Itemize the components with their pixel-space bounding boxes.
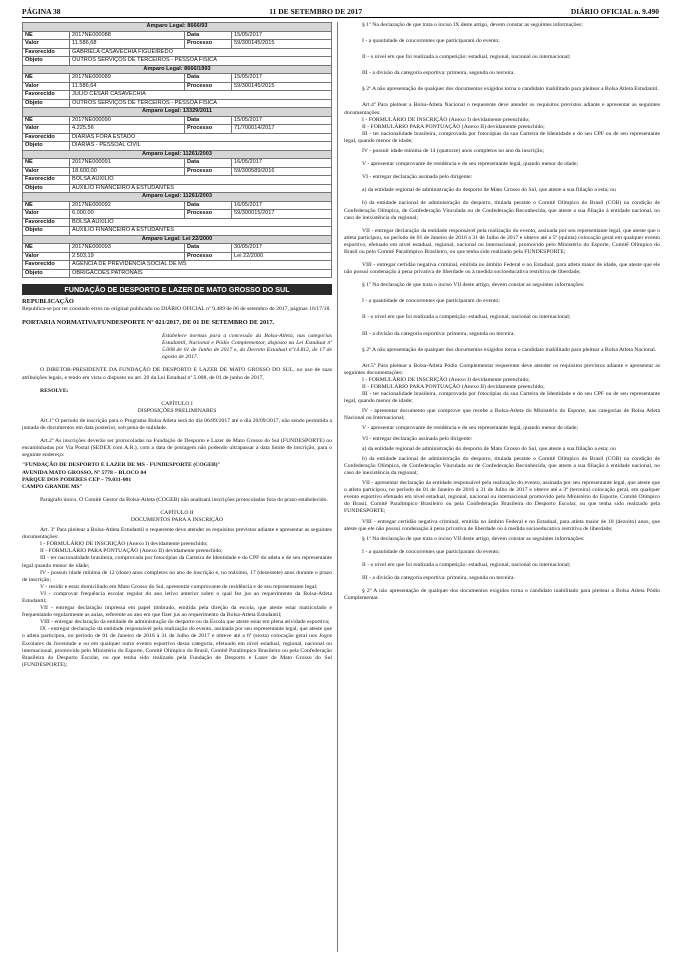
art5-par1-item-i: I - a quantidade de concorrentes que participaram do evento; — [362, 548, 500, 555]
objeto-row — [23, 57, 332, 66]
art3-item-iii: III - ter nacionalidade brasileira, comprovada por fotocópias da Carteira de Identidade e do CPF do atleta e de seu representante legal quando menor de idade; — [22, 555, 332, 569]
art5-item-vi-b: b) da entidade nacional de administração do desporto, titulada perante o Comitê Olímpico do Brasil (COB) na condição de Confederação Olímpica, de Confederação Vinculada ou de Confederação Reconhecida, que ateste a sua filiação à entidade nacional, no caso de inexistência da regional; — [344, 455, 660, 476]
objeto-label: Objeto — [23, 57, 70, 66]
ne-value: 2017NE000088 — [70, 31, 185, 40]
art4-item-viii: VIII - entregar certidão negativa criminal, emitida no âmbito Federal e no Estadual, para atleta maior de idade, que ateste que ele não possui condenação à pena privativa de liberdade ou à medida socioeducativa restritiva de liberdade; — [344, 262, 660, 276]
art5-item-vi: VI - entregar declaração assinada pelo dirigente: — [362, 435, 473, 442]
data-value: 15/05/2017 — [232, 74, 332, 83]
chapter-1-number: CAPÍTULO I — [161, 400, 193, 407]
data-label: Data — [185, 74, 232, 83]
objeto-value: AUXILIO FINANCEIRO A ESTUDANTES — [70, 227, 332, 236]
column-divider — [337, 22, 338, 952]
art3-item-ii: II - FORMULÁRIO PARA PONTUAÇÃO (Anexo II) devidamente preenchido; — [40, 548, 223, 555]
art5-item-v: V - apresentar comprovante de residência e de seu representante legal, quando menor de idade; — [362, 425, 579, 432]
amparo-legal-row — [23, 23, 332, 32]
right-column — [344, 22, 660, 602]
processo-value: 59/300145/2015 — [232, 40, 332, 49]
objeto-value: OUTROS SERVIÇOS DE TERCEIROS - PESSOA FISICA — [70, 57, 332, 66]
processo-label: Processo — [185, 125, 232, 134]
art4-text: Art.4º Para pleitear a Bolsa-Atleta Nacional o requerente deve atender os requisitos previstos adiante e apresentar as seguintes documentações: — [344, 102, 660, 116]
ne-row — [23, 31, 332, 40]
ne-value: 2017NE000089 — [70, 74, 185, 83]
issue-date: 11 DE SETEMBRO DE 2017 — [269, 6, 363, 16]
art5-par1: § 1º Na declaração de que trata o inciso VII deste artigo, devem constar as seguintes informações: — [362, 535, 585, 542]
favorecido-label: Favorecido — [23, 91, 70, 100]
ne-row — [23, 244, 332, 253]
art3-item-vii: VII - entregar declaração impressa em papel timbrado, emitida pela direção da escola, que ateste estar matriculado e frequentando regularmente as aulas, referente ao ano em que fizer jus ao requerimento da Bolsa-Atleta Estudantil; — [22, 605, 332, 619]
valor-label: Valor — [23, 82, 70, 91]
ne-value: 2017NE000090 — [70, 116, 185, 125]
amparo-legal-row — [23, 65, 332, 74]
processo-label: Processo — [185, 210, 232, 219]
processo-value: Lei 22/2000 — [232, 252, 332, 261]
data-label: Data — [185, 116, 232, 125]
favorecido-label: Favorecido — [23, 261, 70, 270]
amparo-legal: Amparo Legal: 13329/2011 — [23, 108, 332, 117]
favorecido-row — [23, 176, 332, 185]
art3-par1-item-iii: III - a divisão da categoria esportiva: primeira, segunda ou terceira. — [362, 70, 515, 77]
data-label: Data — [185, 159, 232, 168]
amparo-legal-row — [23, 235, 332, 244]
ne-value: 2017NE000093 — [70, 244, 185, 253]
art3-item-vi: VI - comprovar frequência escolar regular do ano letivo anterior sobre o qual fez jus ao requerimento da Bolsa-Atleta Estudantil; — [22, 590, 332, 604]
art4-item-vi-b: b) da entidade nacional de administração do desporto, titulada perante o Comitê Olímpico do Brasil (COB) na condição de Confederação Olímpica, de Confederação Vinculada ou de Confederação Reconhecida, que ateste a sua filiação à entidade nacional, no caso de inexistência da regional; — [344, 200, 660, 221]
favorecido-label: Favorecido — [23, 218, 70, 227]
page-number: PÁGINA 38 — [22, 6, 61, 16]
valor-value: 18.600,00 — [70, 167, 185, 176]
processo-value: 71/700014/2017 — [232, 125, 332, 134]
art4-item-iii: III - ter nacionalidade brasileira, comprovada por fotocópias da sua Carteira de Identidade e do seu CPF ou de seu representante legal, quando menor de idade; — [344, 130, 660, 144]
data-label: Data — [185, 31, 232, 40]
valor-label: Valor — [23, 125, 70, 134]
chapter-2-title: DOCUMENTOS PARA A INSCRIÇÃO — [130, 516, 224, 523]
address-line-3: PARQUE DOS PODERES CEP – 79.031-001 — [22, 476, 132, 483]
amparo-legal: Amparo Legal: 11261/2003 — [23, 150, 332, 159]
art3-par1-item-i: I - a quantidade de concorrentes que participaram do evento; — [362, 38, 500, 45]
art1-text: Art.1º O período de inscrição para o Programa Bolsa Atleta será do dia 06/09/2017 até o dia 20/09/2017, não sendo permitida a juntada de documentos em data posterior, sob pena de nulidade. — [22, 417, 332, 432]
favorecido-label: Favorecido — [23, 133, 70, 142]
portaria-title: PORTARIA NORMATIVA/FUNDESPORTE Nº 021/2017, DE 01 DE SETEMBRO DE 2017. — [22, 319, 275, 327]
ne-label: NE — [23, 201, 70, 210]
objeto-value: OUTROS SERVIÇOS DE TERCEIROS - PESSOA FISICA — [70, 99, 332, 108]
left-column — [22, 22, 332, 669]
objeto-label: Objeto — [23, 99, 70, 108]
processo-label: Processo — [185, 82, 232, 91]
art4-item-vi: VI - entregar declaração assinada pelo dirigente: — [362, 174, 473, 181]
ne-row — [23, 74, 332, 83]
diretor-text: O DIRETOR-PRESIDENTE DA FUNDAÇÃO DE DESPORTO E LAZER DE MATO GROSSO DO SUL, no uso de suas atribuições legais, e tendo em vista o disposto no art. 20 da Lei Estadual nº 5.008, de 01 de junho de 2017, — [22, 367, 332, 381]
objeto-label: Objeto — [23, 227, 70, 236]
ne-row — [23, 201, 332, 210]
art5-item-iii: III - ter nacionalidade brasileira, comprovada por fotocópias da sua Carteira de Identidade e do seu CPF ou de seu representante legal, quando menor de idade; — [344, 391, 660, 405]
art5-item-viii: VIII - entregar certidão negativa criminal, emitida no âmbito Federal e no Estadual, para atleta maior de 18 (dezoito) anos, que ateste que ele não possui condenação à pena privativa de liberdade ou à medida socioeducativa restritiva de liberdade; — [344, 518, 660, 532]
data-value: 15/05/2017 — [232, 31, 332, 40]
favorecido-label: Favorecido — [23, 176, 70, 185]
valor-value: 11.586,68 — [70, 40, 185, 49]
art4-item-iv: IV - possuir idade mínima de 14 (quatorze) anos completos no ano da inscrição; — [362, 148, 545, 155]
valor-label: Valor — [23, 252, 70, 261]
art3-par1-item-ii: II - o nível em que foi realizada a competição: estadual, regional, nacional ou internacional; — [362, 54, 571, 61]
valor-label: Valor — [23, 167, 70, 176]
chapter-2-number: CAPÍTULO II — [160, 509, 194, 516]
art5-item-i: I - FORMULÁRIO DE INSCRIÇÃO (Anexo I) devidamente preenchido; — [362, 376, 530, 383]
valor-value: 4.225,56 — [70, 125, 185, 134]
processo-label: Processo — [185, 40, 232, 49]
favorecido-value: BOLSA AUXILIO — [70, 176, 332, 185]
valor-row — [23, 210, 332, 219]
chapter-1-title: DISPOSIÇÕES PRELIMINARES — [137, 407, 217, 414]
objeto-row — [23, 227, 332, 236]
art5-item-vii: VII - apresentar declaração da entidade responsável pela realização do evento, assinada por seu representante legal, que ateste que o atleta participou, no período de 01 de Janeiro de 2016 a 31 de Julho de 2017 e obteve até a 3ª (terceira) colocação geral, em qualquer evento esportivo efetuado em nível estadual, regional, nacional ou internacional promovido pelo Ministério do Esporte, Comitê Olímpico do Brasil, Comitê Paralímpico Brasileiro ou pela Confederação Brasileira do Desporto Escolar, ou que tenha sido realizado pela FUNDESPORTE; — [344, 480, 660, 515]
amparo-legal-row — [23, 193, 332, 202]
commitment-records-table — [22, 22, 332, 278]
objeto-row — [23, 99, 332, 108]
art4-item-vii: VII - entregar declaração da entidade responsável pela realização do evento, assinada por seu representante legal, que ateste que o atleta participou, no período de 01 de Janeiro de 2016 a 31 de Julho de 2017 e obteve até a 5ª (quinta) colocação geral em qualquer evento esportivo, efetuado em nível estadual, regional, nacional ou internacional, promovido pelo Ministério do Esporte, Comitê Olímpico do Brasil ou pelo Comitê Paralímpico Brasileiro, ou que tenha sido realizado pela FUNDESPORTE; — [344, 227, 660, 255]
amparo-legal: Amparo Legal: 8666/1993 — [23, 65, 332, 74]
amparo-legal: Amparo Legal: 11261/2003 — [23, 193, 332, 202]
valor-value: 11.586,64 — [70, 82, 185, 91]
data-value: 16/05/2017 — [232, 201, 332, 210]
art4-par1-item-ii: II - o nível em que foi realizada a competição: estadual, regional, nacional ou internacional; — [362, 314, 571, 321]
journal-name: DIÁRIO OFICIAL n. 9.490 — [570, 6, 659, 16]
header-rule — [22, 17, 659, 18]
amparo-legal-row — [23, 108, 332, 117]
address-line-1: "FUNDAÇÃO DE DESPORTO E LAZER DE MS - FUNDESPORTE (COGEB)" — [22, 462, 221, 469]
art3-item-iv: IV - possuir idade mínima de 12 (doze) anos completos no ano de inscrição e, no máximo, 17 (dezessete) anos durante o prazo de inscrição; — [22, 569, 332, 583]
objeto-row — [23, 142, 332, 151]
favorecido-value: DIARIAS FORA ESTADO — [70, 133, 332, 142]
valor-label: Valor — [23, 210, 70, 219]
objeto-row — [23, 269, 332, 278]
processo-value: 59/300015/2017 — [232, 210, 332, 219]
ne-label: NE — [23, 31, 70, 40]
processo-value: 59/300589/2016 — [232, 167, 332, 176]
art3-item-i: I - FORMULÁRIO DE INSCRIÇÃO (Anexo I) devidamente preenchido; — [40, 541, 208, 548]
data-label: Data — [185, 244, 232, 253]
art5-par2: § 2º A não apresentação de qualquer dos documentos exigidos torna o candidato inabilitado para pleitear a Bolsa Atleta Pódio Complementar. — [344, 588, 660, 602]
ne-row — [23, 116, 332, 125]
art5-text: Art.5º Para pleitear a Bolsa-Atleta Pódio Complementar requerente deve atender os requisitos previstos adiante e apresentar as seguintes documentações: — [344, 362, 660, 376]
favorecido-row — [23, 218, 332, 227]
art3-item-viii: VIII - entregar declaração da entidade de administração do desporto ou da Escola que ateste estar em plena atividade esportiva; — [40, 619, 330, 626]
ne-value: 2017NE000091 — [70, 159, 185, 168]
data-value: 30/05/2017 — [232, 244, 332, 253]
art2-text: Art.2º As inscrições deverão ser protocoladas na Fundação de Desporto e Lazer de Mato Grosso do Sul (FUNDESPORTE) ou encaminhadas por Via Postal (SEDEX com A.R.), com a data de postagem não podendo ultrapassar a data limite de inscrição, para o seguinte endereço: — [22, 438, 332, 459]
valor-row — [23, 40, 332, 49]
favorecido-row — [23, 133, 332, 142]
art5-item-iv: IV - apresentar documento que comprove que recebe a Bolsa-Atleta do Ministério do Esporte, nas categorias de Bolsa Atleta Nacional ou Internacional; — [344, 408, 660, 422]
favorecido-row — [23, 261, 332, 270]
art3-par2: § 2º A não apresentação de qualquer dos documentos exigidos torna o candidato inabilitado para pleitear a Bolsa Atleta Estudantil. — [362, 86, 659, 93]
art3-text: Art. 3º Para pleitear a Bolsa-Atleta Estudantil o requerente deve atender os requisitos previstos adiante e apresentar as seguintes documentações: — [22, 527, 332, 541]
data-label: Data — [185, 201, 232, 210]
address-line-4: CAMPO GRANDE MS" — [22, 483, 83, 490]
art4-par1-item-iii: III - a divisão da categoria esportiva: primeira, segunda ou terceira. — [362, 330, 515, 337]
favorecido-value: JULIO CESAR CASAVECHIA — [70, 91, 332, 100]
processo-label: Processo — [185, 167, 232, 176]
objeto-value: OBRIGACOES PATRONAIS — [70, 269, 332, 278]
data-value: 15/05/2017 — [232, 116, 332, 125]
ne-row — [23, 159, 332, 168]
art5-par1-item-iii: III - a divisão da categoria esportiva: primeira, segunda ou terceira. — [362, 574, 515, 581]
art4-item-vi-a: a) da entidade regional de administração do desporto de Mato Grosso do Sul, que ateste a sua filiação a esta; ou — [362, 187, 616, 194]
section-title: FUNDAÇÃO DE DESPORTO E LAZER DE MATO GROSSO DO SUL — [22, 284, 332, 295]
valor-row — [23, 125, 332, 134]
address-line-2: AVENIDA MATO GROSSO, Nº 5778 – BLOCO 04 — [22, 469, 147, 476]
art4-par1-item-i: I - a quantidade de concorrentes que participaram do evento; — [362, 298, 500, 305]
art4-item-v: V - apresentar comprovante de residência e de seu representante legal, quando menor de idade; — [362, 161, 579, 168]
valor-row — [23, 252, 332, 261]
ne-label: NE — [23, 74, 70, 83]
resolve-text: RESOLVE: — [40, 387, 69, 394]
art4-item-ii: II - FORMULÁRIO PARA PONTUAÇÃO (Anexo II) devidamente preenchido; — [362, 123, 545, 130]
republicacao-text: Republica-se por ter constado erros no original publicado no DIÁRIO OFICIAL nº 9.489 de 06 de setembro de 2017, páginas 16/17/18. — [22, 306, 331, 312]
processo-value: 59/300145/2015 — [232, 82, 332, 91]
art3-item-v: V - residir e estar domiciliado em Mato Grosso do Sul, apresentar comprovante de residência e de seu representante legal; — [40, 583, 318, 590]
objeto-value: DIARIAS - PESSOAL CIVIL — [70, 142, 332, 151]
valor-value: 2.503,19 — [70, 252, 185, 261]
objeto-label: Objeto — [23, 269, 70, 278]
republicacao-title: REPUBLICAÇÃO — [22, 298, 74, 305]
art5-item-vi-a: a) da entidade regional de administração do desporto de Mato Grosso do Sul, que ateste a sua filiação a esta; ou — [362, 445, 616, 452]
art4-item-i: I - FORMULÁRIO DE INSCRIÇÃO (Anexo I) devidamente preenchido; — [362, 116, 530, 123]
favorecido-row — [23, 48, 332, 57]
art3-item-ix: IX - entregar declaração da entidade responsável pela realização do evento, assinada por seu representante legal, que ateste que o atleta participou, no período de 01 de Janeiro de 2016 à 31 de Julho de 2017 e obteve até a 6ª (sexta) colocação geral nos Jogos Escolares da Juventude e ou em qualquer outro evento esportivo dessa categoria, efetuado em nível estadual, regional, nacional ou internacional, promovido pelo Ministério do Esporte, Comitê Olímpico do Brasil, Comitê Paralímpico Brasileiro ou pela Confederação Brasileira do Desporto Escolar, ou que tenha sido realizado pela Fundação de Desporto e Lazer de Mato Grosso do Sul (FUNDESPORTE); — [22, 626, 332, 668]
valor-row — [23, 167, 332, 176]
art4-par1: § 1º Na declaração de que trata o inciso VII deste artigo, devem constar as seguintes informações: — [362, 282, 585, 289]
objeto-row — [23, 184, 332, 193]
favorecido-value: BOLSA AUXILIO — [70, 218, 332, 227]
amparo-legal-row — [23, 150, 332, 159]
objeto-label: Objeto — [23, 184, 70, 193]
paragrafo-unico: Parágrafo único. O Comitê Gestor da Bolsa-Atleta (COGEB) não analisará inscrições protocoladas fora do prazo estabelecido. — [40, 496, 328, 503]
objeto-label: Objeto — [23, 142, 70, 151]
art3-par1: § 1º Na declaração de que trata o inciso IX deste artigo, devem constar as seguintes informações: — [362, 22, 583, 28]
art4-par2: § 2º A não apresentação de qualquer dos documentos exigidos torna o candidato inabilitado para pleitear a Bolsa Atleta Nacional. — [362, 346, 657, 353]
amparo-legal: Amparo Legal: 8666/93 — [23, 23, 332, 32]
favorecido-value: AGENCIA DE PREVIDENCIA SOCIAL DE MS — [70, 261, 332, 270]
favorecido-value: GABRIELA CASAVECHIA FIGUEIREDO — [70, 48, 332, 57]
ementa-text: Estabelece normas para a concessão da Bolsa-Atleta, nas categorias Estudantil, Nacional e Pódio Complementar, disposto na Lei Estadual nº 5.008 de 01 de Junho de 2017 e, do Decreto Estadual nº14.812, de 17 de agosto de 2017. — [162, 333, 332, 361]
favorecido-row — [23, 91, 332, 100]
ne-label: NE — [23, 116, 70, 125]
art5-item-ii: II - FORMULÁRIO PARA PONTUAÇÃO (Anexo II) devidamente preenchido; — [362, 384, 545, 390]
objeto-value: AUXILIO FINANCEIRO A ESTUDANTES — [70, 184, 332, 193]
ne-label: NE — [23, 159, 70, 168]
page-header — [22, 5, 659, 17]
valor-value: 6.000,00 — [70, 210, 185, 219]
valor-row — [23, 82, 332, 91]
ne-value: 2017NE000092 — [70, 201, 185, 210]
processo-label: Processo — [185, 252, 232, 261]
art5-par1-item-ii: II - o nível em que foi realizada a competição: estadual, regional, nacional ou internacional; — [362, 561, 571, 568]
data-value: 16/05/2017 — [232, 159, 332, 168]
favorecido-label: Favorecido — [23, 48, 70, 57]
valor-label: Valor — [23, 40, 70, 49]
ne-label: NE — [23, 244, 70, 253]
amparo-legal: Amparo Legal: Lei 22/2000 — [23, 235, 332, 244]
